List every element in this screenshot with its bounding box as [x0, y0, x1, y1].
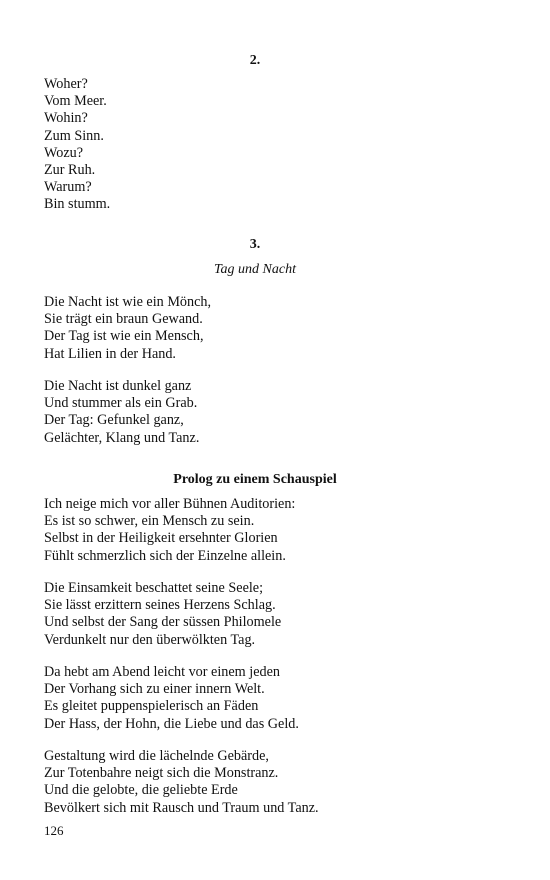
poem-3-title: Tag und Nacht: [214, 262, 296, 277]
poem-line: Bevölkert sich mit Rausch und Traum und Tanz.: [44, 799, 319, 816]
prolog-stanza-4: [44, 748, 514, 817]
poem-line: Woher?: [44, 76, 88, 92]
poem-line: Der Tag ist wie ein Mensch,: [44, 328, 204, 345]
poem-line: Selbst in der Heiligkeit ersehnter Glorien: [44, 530, 278, 547]
poem-3-number: 3.: [249, 237, 261, 252]
poem-line: Warum?: [44, 179, 92, 196]
poem-line: Die Nacht ist wie ein Mönch,: [44, 294, 212, 310]
poem-line: Und stummer als ein Grab.: [44, 395, 198, 412]
poem-line: Ich neige mich vor aller Bühnen Auditorien:: [44, 496, 296, 512]
poem-line: Zur Totenbahre neigt sich die Monstranz.: [44, 765, 279, 782]
poem-line: Zum Sinn.: [44, 127, 104, 144]
poem-line: Es gleitet puppenspielerisch an Fäden: [44, 698, 259, 715]
poem-line: Und die gelobte, die geliebte Erde: [44, 782, 238, 799]
prolog-stanza-2: [44, 580, 514, 649]
prolog-title: Prolog zu einem Schauspiel: [173, 472, 337, 487]
poem-line: Der Hass, der Hohn, die Liebe und das Geld.: [44, 715, 299, 732]
poem-line: Fühlt schmerzlich sich der Einzelne allein.: [44, 547, 286, 564]
page-number: 126: [44, 823, 64, 838]
poem-line: Hat Lilien in der Hand.: [44, 345, 176, 362]
poem-line: Die Nacht ist dunkel ganz: [44, 378, 192, 394]
poem-line: Wohin?: [44, 110, 88, 127]
poem-line: Vom Meer.: [44, 93, 107, 110]
poem-line: Der Vorhang sich zu einer innern Welt.: [44, 681, 265, 698]
poem-line: Gelächter, Klang und Tanz.: [44, 429, 200, 446]
poem-line: Wozu?: [44, 144, 84, 161]
poem-line: Verdunkelt nur den überwölkten Tag.: [44, 631, 256, 648]
poem-line: Es ist so schwer, ein Mensch zu sein.: [44, 513, 255, 530]
poem-line: Und selbst der Sang der süssen Philomele: [44, 614, 282, 631]
poem-3-stanza-2: [44, 378, 514, 447]
poem-2-stanza: [44, 76, 514, 214]
poem-line: Da hebt am Abend leicht vor einem jeden: [44, 664, 280, 680]
poem-2-number: 2.: [249, 53, 261, 68]
poem-line: Bin stumm.: [44, 196, 111, 213]
poem-line: Die Einsamkeit beschattet seine Seele;: [44, 580, 264, 596]
prolog-stanza-3: [44, 664, 514, 733]
poem-line: Sie lässt erzittern seines Herzens Schlag.: [44, 597, 276, 614]
poem-line: Sie trägt ein braun Gewand.: [44, 311, 203, 328]
poem-3-stanza-1: [44, 294, 514, 363]
poem-line: Zur Ruh.: [44, 162, 96, 179]
prolog-stanza-1: [44, 496, 514, 565]
poem-line: Der Tag: Gefunkel ganz,: [44, 412, 184, 429]
poem-line: Gestaltung wird die lächelnde Gebärde,: [44, 748, 269, 764]
